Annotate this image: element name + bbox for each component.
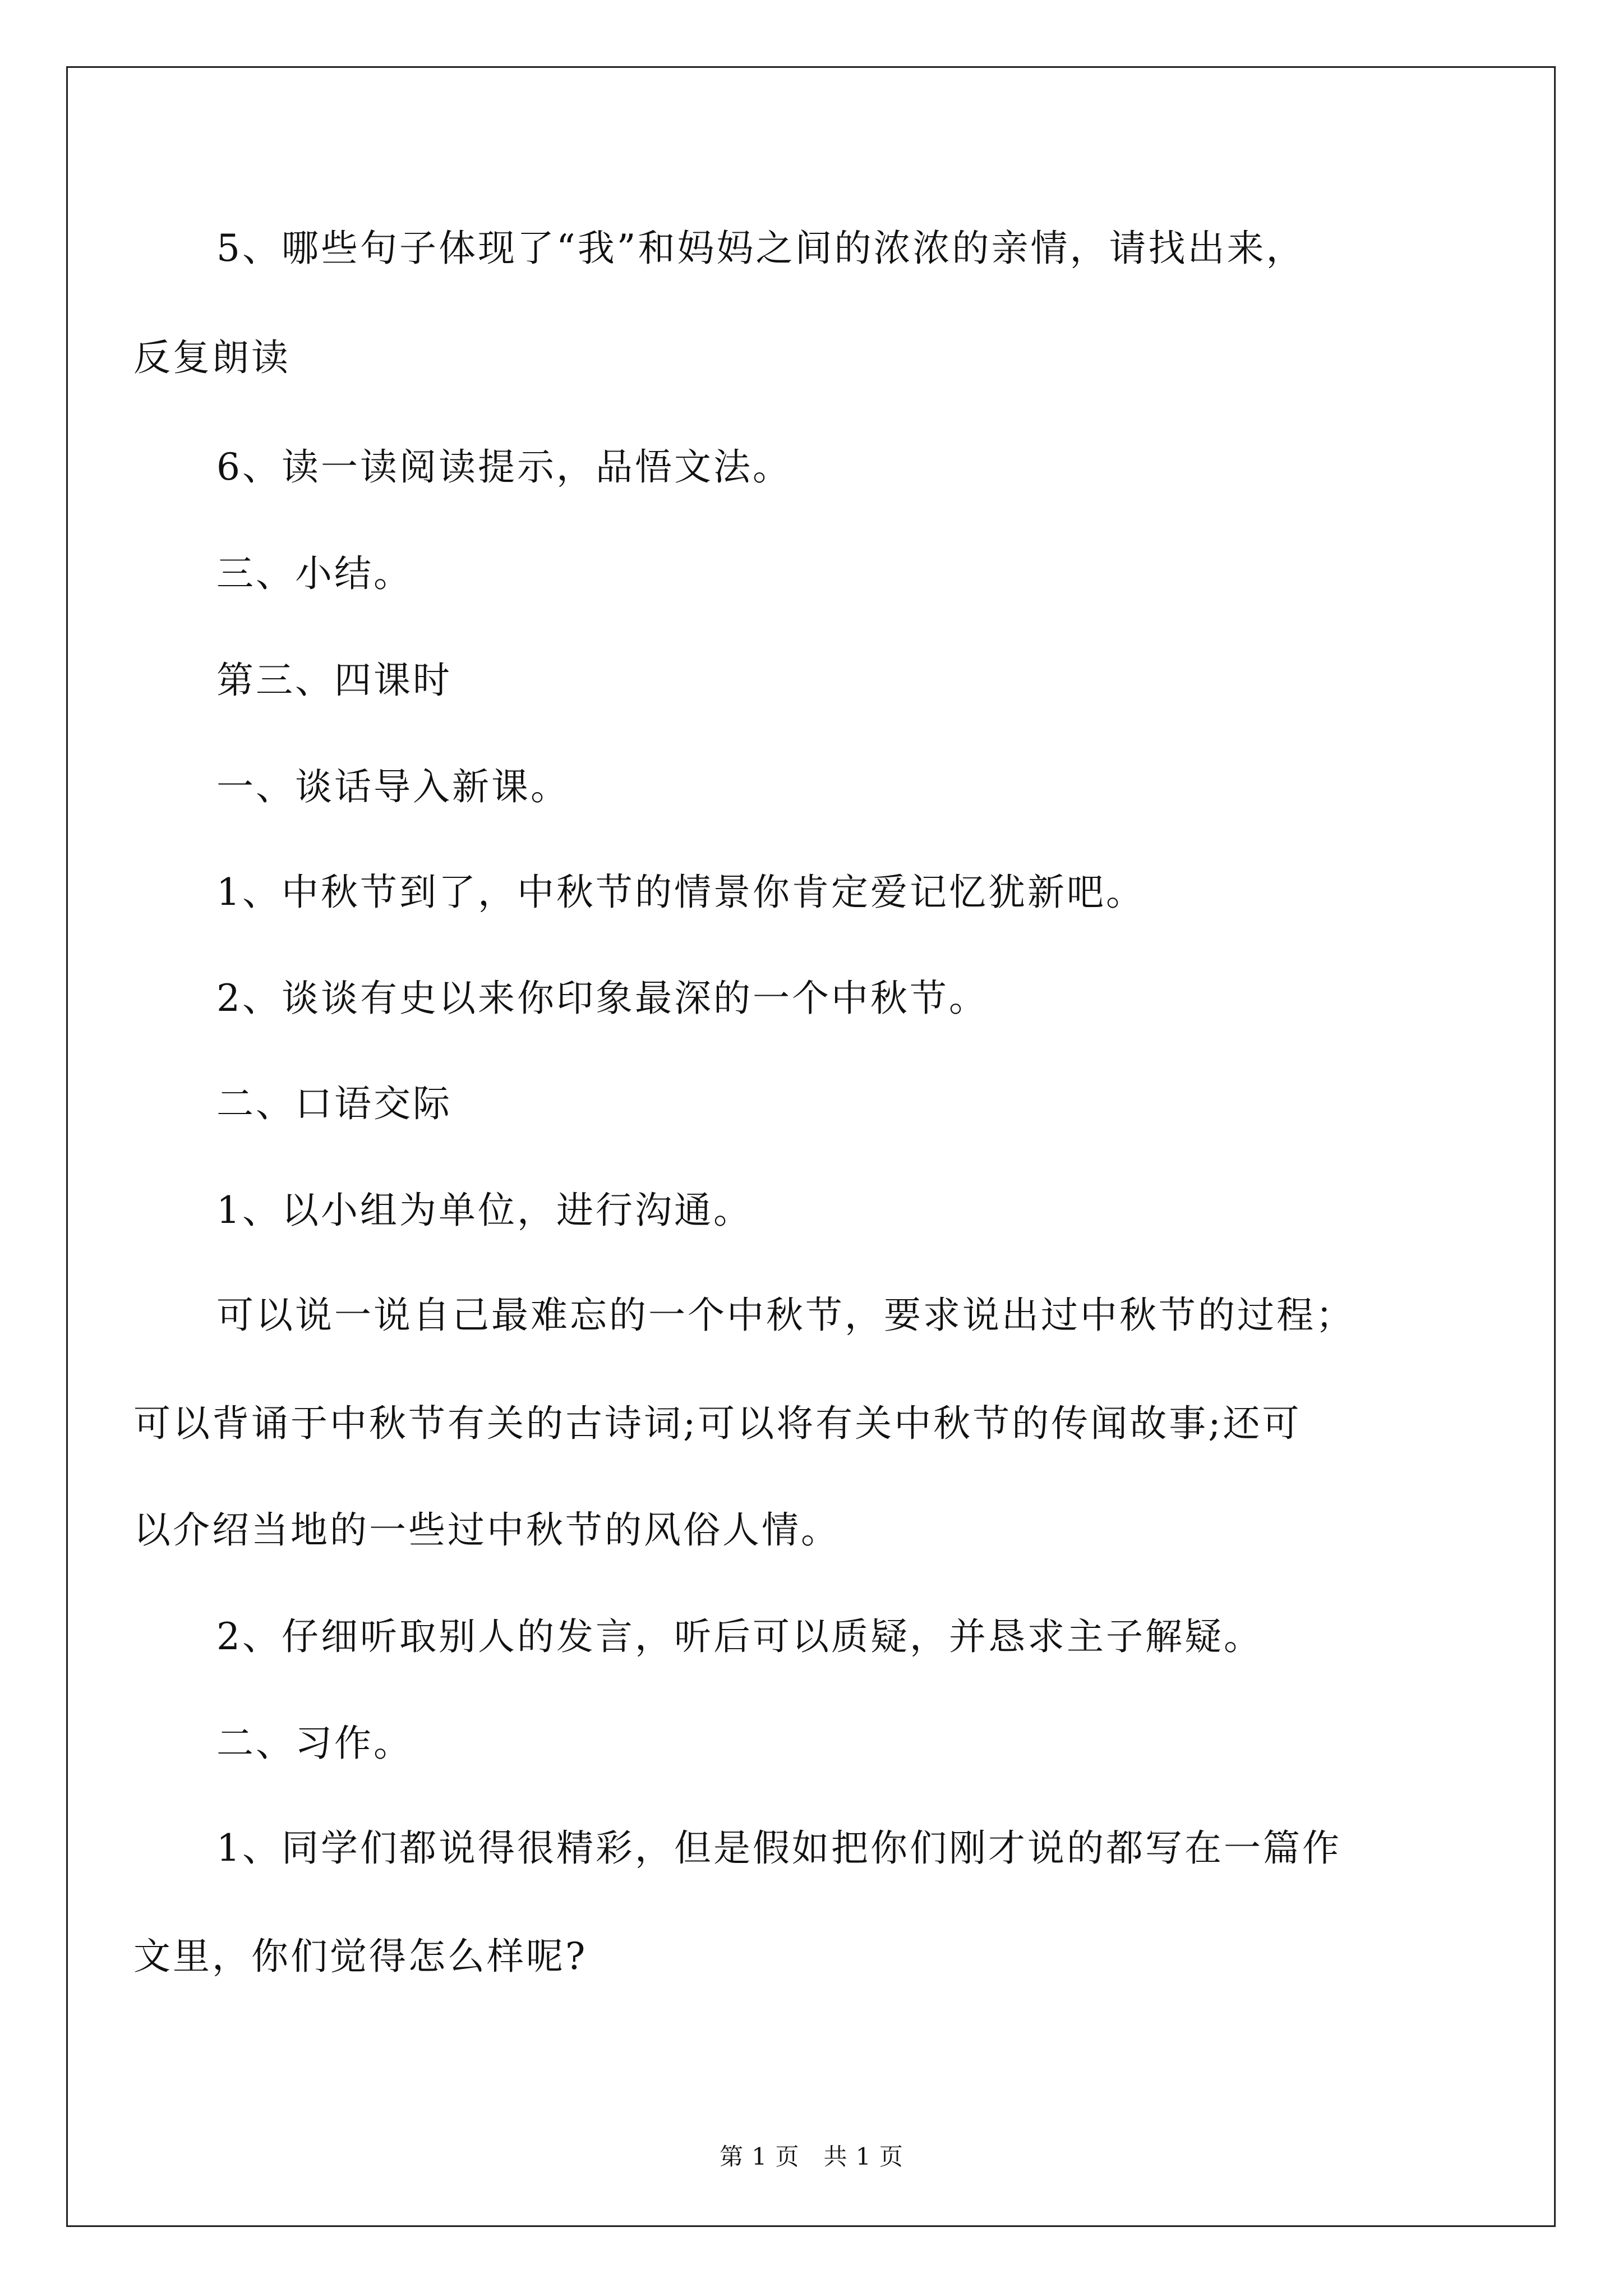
paragraph-line: 以介绍当地的一些过中秋节的风俗人情。 [133,1508,840,1552]
paragraph: 1、以小组为单位，进行沟通。 [216,1189,753,1232]
section-heading: 二、习作。 [216,1722,413,1765]
paragraph-line: 文里，你们觉得怎么样呢? [133,1935,588,1978]
paragraph-line: 1、同学们都说得很精彩，但是假如把你们刚才说的都写在一篇作 [216,1826,1341,1870]
section-heading: 第三、四课时 [216,659,452,702]
paragraph: 1、中秋节到了，中秋节的情景你肯定爱记忆犹新吧。 [216,871,1145,914]
page-border [66,66,1556,2227]
page-number: 第 1 页 共 1 页 [720,2143,903,2170]
section-heading: 一、谈话导入新课。 [216,765,570,808]
paragraph-line: 反复朗读 [133,336,291,379]
paragraph: 2、谈谈有史以来你印象最深的一个中秋节。 [216,977,988,1020]
paragraph-line: 可以说一说自己最难忘的一个中秋节，要求说出过中秋节的过程； [216,1294,1355,1337]
paragraph-line: 5、哪些句子体现了“我”和妈妈之间的浓浓的亲情，请找出来， [216,227,1306,270]
section-heading: 二、口语交际 [216,1082,452,1125]
paragraph: 6、读一读阅读提示，品悟文法。 [216,445,792,489]
paragraph-line: 可以背诵于中秋节有关的古诗词;可以将有关中秋节的传闻故事;还可 [133,1402,1302,1445]
section-heading: 三、小结。 [216,552,413,595]
paragraph: 2、仔细听取别人的发言，听后可以质疑，并恳求主子解疑。 [216,1615,1263,1658]
